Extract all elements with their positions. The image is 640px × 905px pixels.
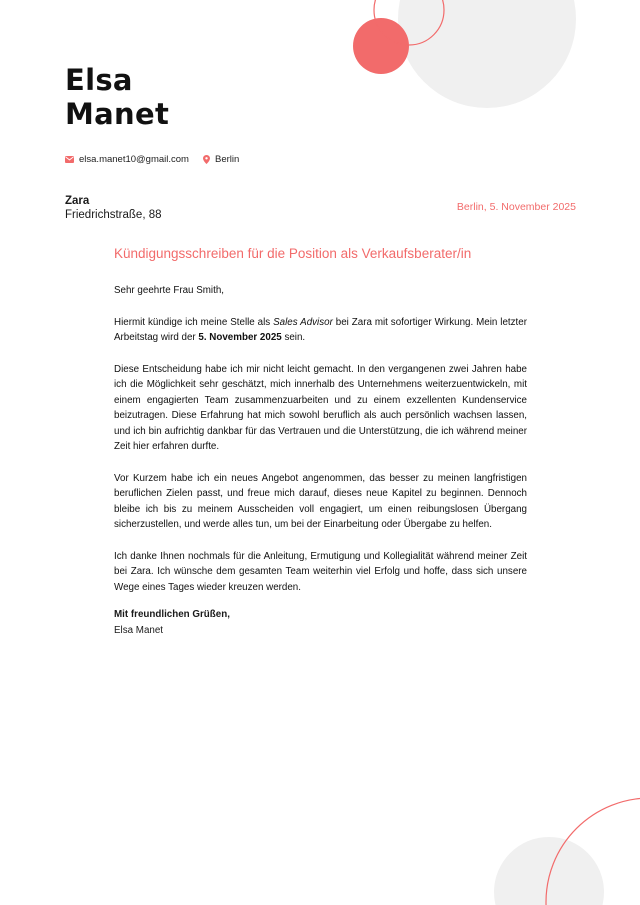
closing-block	[114, 607, 230, 638]
last-working-day: 5. November 2025	[198, 332, 282, 343]
map-pin-icon	[203, 155, 210, 164]
closing-greeting: Mit freundlichen Grüßen,	[114, 609, 230, 620]
location-text: Berlin	[214, 154, 240, 165]
first-name: Elsa	[65, 63, 133, 97]
p1-text-a: Hiermit kündige ich meine Stelle als	[114, 316, 274, 328]
letter-date: Berlin, 5. November 2025	[456, 201, 576, 213]
location-item	[203, 154, 239, 165]
grey-circle-top	[398, 0, 576, 108]
outline-circle-bottom	[546, 798, 640, 905]
letter-body	[114, 283, 527, 611]
email-text: elsa.manet10@gmail.com	[79, 154, 189, 165]
salutation: Sehr geehrte Frau Smith,	[114, 285, 224, 296]
p1-text-c: sein.	[281, 332, 306, 343]
paragraph-2: Diese Entscheidung habe ich mir nicht leicht gemacht. In den vergangenen zwei Jahren habe ich die Möglichkeit sehr geschätzt, mich innerhalb des Unternehmens weiterzuentwickeln, mit einem engagierten Team zusammenzuarbeiten und zu einem exzellenten Kundenservice beizutragen. Diese Erfahrung hat mich sowohl beruflich als auch persönlich wachsen lassen, und ich bin aufrichtig dankbar für das Vertrauen und die Unterstützung, die ich während meiner Zeit hier erfahren durfte.	[114, 363, 527, 452]
last-name: Manet	[65, 97, 170, 131]
grey-circle-bottom	[494, 837, 604, 905]
paragraph-1	[114, 315, 527, 346]
applicant-name	[65, 63, 169, 131]
recipient-address	[65, 194, 162, 222]
signature-name: Elsa Manet	[114, 624, 164, 636]
paragraph-4: Ich danke Ihnen nochmals für die Anleitung, Ermutigung und Kollegialität während meiner Zeit bei Zara. Ich wünsche dem gesamten Team weiterhin viel Erfolg und hoffe, dass sich unsere Wege eines Tages wieder kreuzen werden.	[114, 550, 527, 593]
contact-info	[65, 154, 253, 165]
outline-circle-top	[374, 0, 444, 45]
position-title: Sales Advisor	[273, 316, 333, 328]
email-item[interactable]	[65, 154, 189, 165]
paragraph-3: Vor Kurzem habe ich ein neues Angebot angenommen, das besser zu meinen langfristigen beruflichen Zielen passt, und freue mich darauf, dieses neue Kapitel zu beginnen. Dennoch bleibe ich bis zu meinem Ausscheiden voll engagiert, um einen reibungslosen Übergang sicherzustellen, und werde alles tun, um bei der Einarbeitung oder Übergabe zu helfen.	[114, 472, 527, 530]
envelope-icon	[65, 156, 74, 163]
recipient-street: Friedrichstraße, 88	[65, 209, 162, 221]
coral-circle-top	[353, 18, 409, 74]
recipient-company: Zara	[65, 195, 90, 207]
p1-text-b: bei Zara mit sofortiger Wirkung. Mein letzter Arbeitstag wird der	[114, 316, 527, 343]
letter-subject: Kündigungsschreiben für die Position als Verkaufsberater/in	[114, 246, 472, 261]
